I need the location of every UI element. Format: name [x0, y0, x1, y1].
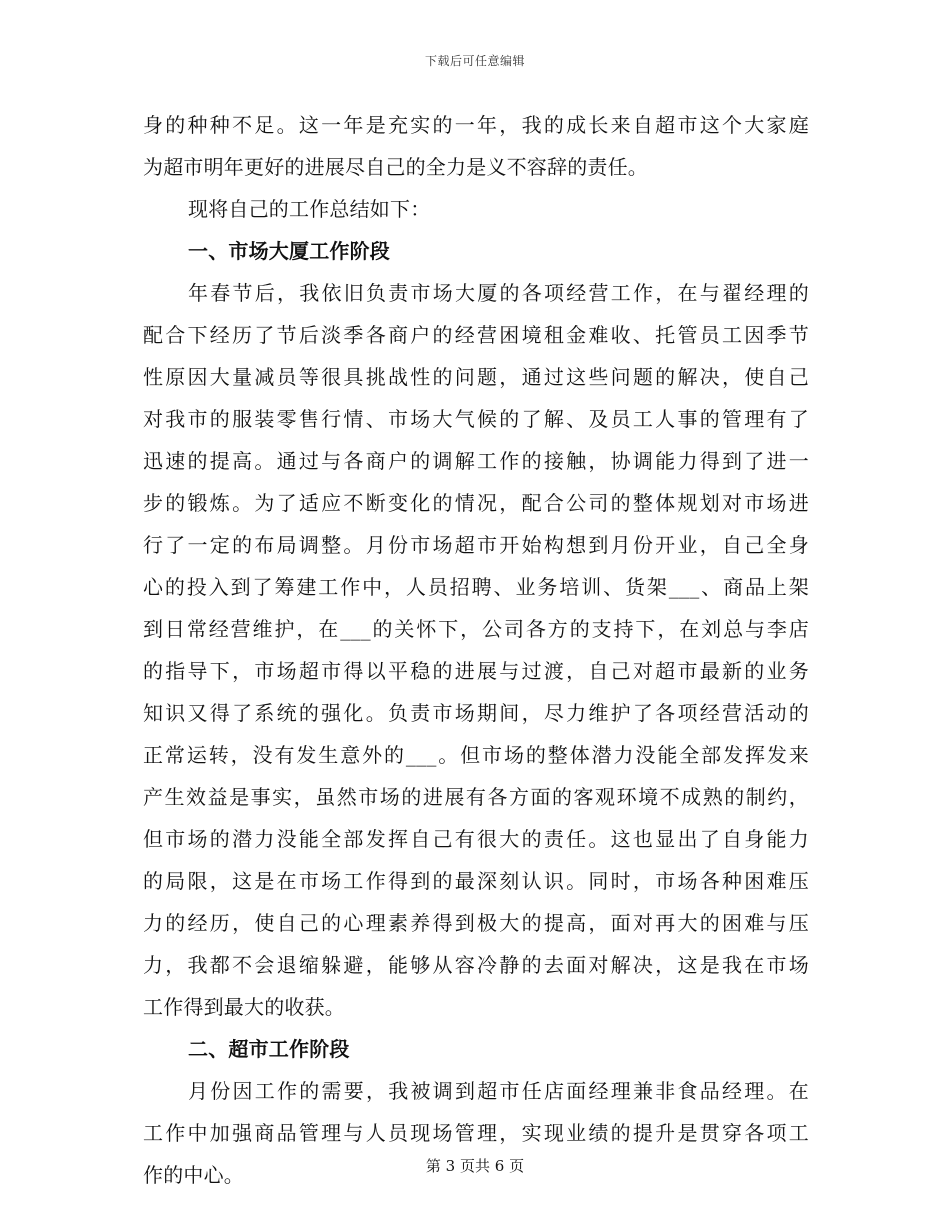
paragraph-line: 到日常经营维护，在___的关怀下，公司各方的支持下，在刘总与李店 [143, 617, 809, 641]
paragraph-line: 知识又得了系统的强化。负责市场期间，尽力维护了各项经营活动的 [143, 701, 809, 725]
paragraph-line: 迅速的提高。通过与各商户的调解工作的接触，协调能力得到了进一 [143, 449, 809, 473]
page-header: 下载后可任意编辑 [424, 54, 525, 68]
paragraph-line: 作的中心。 [143, 1163, 244, 1187]
section-heading: 一、市场大厦工作阶段 [188, 239, 390, 263]
paragraph-line: 性原因大量减员等很具挑战性的问题，通过这些问题的解决，使自己 [143, 365, 809, 389]
paragraph-line: 力，我都不会退缩躲避，能够从容冷静的去面对解决，这是我在市场 [143, 953, 809, 977]
paragraph-line: 现将自己的工作总结如下： [188, 197, 431, 221]
paragraph-line: 心的投入到了筹建工作中，人员招聘、业务培训、货架___、商品上架 [143, 575, 809, 599]
paragraph-line: 行了一定的布局调整。月份市场超市开始构想到月份开业，自己全身 [143, 533, 809, 557]
paragraph-line: 身的种种不足。这一年是充实的一年，我的成长来自超市这个大家庭 [143, 113, 809, 137]
paragraph-line: 正常运转，没有发生意外的___。但市场的整体潜力没能全部发挥发来 [143, 743, 809, 767]
paragraph-line: 产生效益是事实，虽然市场的进展有各方面的客观环境不成熟的制约， [143, 785, 809, 809]
paragraph-line: 但市场的潜力没能全部发挥自己有很大的责任。这也显出了自身能力 [143, 827, 809, 851]
paragraph-line: 步的锻炼。为了适应不断变化的情况，配合公司的整体规划对市场进 [143, 491, 809, 515]
document-body [143, 104, 809, 1196]
paragraph-line: 工作中加强商品管理与人员现场管理，实现业绩的提升是贯穿各项工 [143, 1121, 809, 1145]
section-heading: 二、超市工作阶段 [188, 1037, 350, 1061]
paragraph-line: 的指导下，市场超市得以平稳的进展与过渡，自己对超市最新的业务 [143, 659, 809, 683]
paragraph-line: 配合下经历了节后淡季各商户的经营困境租金难收、托管员工因季节 [143, 323, 809, 347]
paragraph-line: 月份因工作的需要，我被调到超市任店面经理兼非食品经理。在 [188, 1079, 809, 1103]
paragraph-line: 对我市的服装零售行情、市场大气候的了解、及员工人事的管理有了 [143, 407, 809, 431]
paragraph-line: 年春节后，我依旧负责市场大厦的各项经营工作，在与翟经理的 [188, 281, 809, 305]
paragraph-line: 的局限，这是在市场工作得到的最深刻认识。同时，市场各种困难压 [143, 869, 809, 893]
paragraph-line: 力的经历，使自己的心理素养得到极大的提高，面对再大的困难与压 [143, 911, 809, 935]
paragraph-line: 工作得到最大的收获。 [143, 995, 345, 1019]
page-footer: 第 3 页共 6 页 [425, 1157, 525, 1175]
paragraph-line: 为超市明年更好的进展尽自己的全力是义不容辞的责任。 [143, 155, 648, 179]
